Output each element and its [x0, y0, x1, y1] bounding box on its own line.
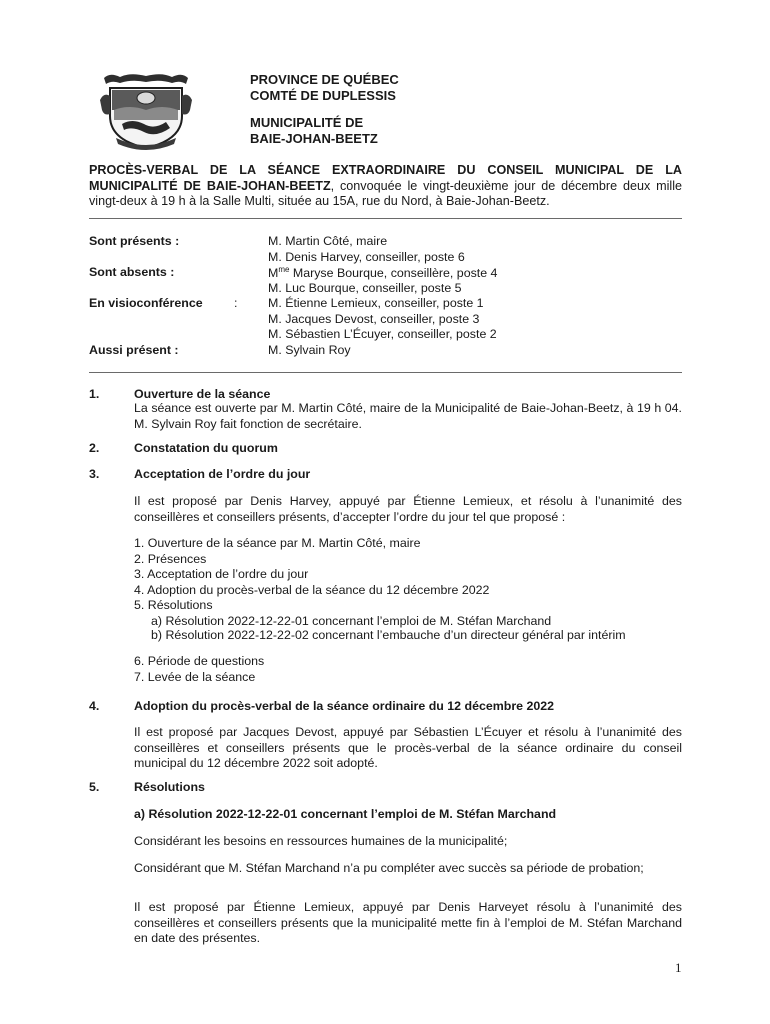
section-5a-paragraph: Considérant les besoins en ressources humaines de la municipalité;	[134, 834, 508, 848]
divider	[89, 372, 682, 373]
attendee-line: M. Jacques Devost, conseiller, poste 3	[268, 312, 480, 326]
section-1-text: La séance est ouverte par M. Martin Côté, maire de la Municipalité de Baie-Johan-Beetz, à 19 h 04. M. Sylvain Roy fait fonction de secrétaire.	[134, 401, 682, 431]
maryse-prefix: M	[268, 266, 279, 281]
attendee-line: M. Sébastien L’Écuyer, conseiller, poste 2	[268, 327, 497, 341]
agenda-item: 5. Résolutions	[134, 598, 213, 612]
agenda-item: 7. Levée de la séance	[134, 670, 256, 684]
visio-colon: :	[234, 296, 238, 310]
agenda-item: 6. Période de questions	[134, 654, 265, 668]
header-county: COMTÉ DE DUPLESSIS	[250, 88, 396, 103]
section-3-heading: Acceptation de l’ordre du jour	[134, 467, 311, 481]
agenda-item: 1. Ouverture de la séance par M. Martin Côté, maire	[134, 536, 421, 550]
visio-label: En visioconférence	[89, 296, 203, 310]
section-2-number: 2.	[89, 441, 100, 455]
minutes-title	[89, 163, 682, 210]
attendee-line: M. Denis Harvey, conseiller, poste 6	[268, 250, 465, 264]
agenda-subitem: a) Résolution 2022-12-22-01 concernant l’emploi de M. Stéfan Marchand	[151, 614, 552, 628]
section-5-number: 5.	[89, 780, 100, 794]
maryse-sup: me	[278, 265, 290, 274]
attendee-line: M. Luc Bourque, conseiller, poste 5	[268, 281, 462, 295]
attendee-line	[268, 265, 497, 280]
section-5-heading: Résolutions	[134, 780, 205, 794]
present-label: Sont présents :	[89, 234, 180, 248]
minutes-title-bold: PROCÈS-VERBAL DE LA SÉANCE EXTRAORDINAIRE DU CONSEIL MUNICIPAL DE LA MUNICIPALITÉ DE BAIE-JOHAN-BEETZ	[89, 163, 682, 193]
also-present-label: Aussi présent :	[89, 343, 179, 357]
section-2-heading: Constatation du quorum	[134, 441, 278, 455]
page-number: 1	[675, 960, 682, 975]
attendee-line: M. Étienne Lemieux, conseiller, poste 1	[268, 296, 484, 310]
agenda-subitem: b) Résolution 2022-12-22-02 concernant l’embauche d’un directeur général par intérim	[151, 628, 626, 642]
section-1-heading: Ouverture de la séance	[134, 387, 271, 401]
agenda-item: 4. Adoption du procès-verbal de la séance du 12 décembre 2022	[134, 583, 490, 597]
header-province: PROVINCE DE QUÉBEC	[250, 72, 399, 87]
section-3-text: Il est proposé par Denis Harvey, appuyé par Étienne Lemieux, et résolu à l’unanimité des conseillères et conseillers présents, d’accepter l’ordre du jour tel que proposé :	[134, 494, 682, 524]
maryse-rest: Maryse Bourque, conseillère, poste 4	[289, 266, 498, 281]
section-4-heading: Adoption du procès-verbal de la séance ordinaire du 12 décembre 2022	[134, 699, 555, 713]
section-3-number: 3.	[89, 467, 100, 481]
section-4-number: 4.	[89, 699, 100, 713]
agenda-item: 2. Présences	[134, 552, 207, 566]
section-1-number: 1.	[89, 387, 100, 401]
absent-label: Sont absents :	[89, 265, 175, 279]
attendee-line: M. Martin Côté, maire	[268, 234, 388, 248]
header-municipality-label: MUNICIPALITÉ DE	[250, 115, 364, 130]
minutes-title-rest: , convoquée le vingt-deuxième jour de décembre deux mille vingt-deux à 19 h à la Salle Multi, située au 15A, rue du Nord, à Baie-Johan-Beetz.	[89, 178, 682, 208]
attendee-line: M. Sylvain Roy	[268, 343, 351, 357]
section-5a-paragraph: Considérant que M. Stéfan Marchand n’a pu compléter avec succès sa période de probation;	[134, 861, 644, 875]
section-4-text: Il est proposé par Jacques Devost, appuyé par Sébastien L’Écuyer et résolu à l’unanimité des conseillères et conseillers présents que le procès-verbal de la séance ordinaire du conseil municipal du 12 décembre 2022 soit adopté.	[134, 725, 682, 770]
section-5a-paragraph: Il est proposé par Étienne Lemieux, appuyé par Denis Harveyet résolu à l’unanimité des conseillères et conseillers présents que la municipalité mette fin à l’emploi de M. Stéfan Marchand en date des présentes.	[134, 900, 682, 945]
agenda-item: 3. Acceptation de l’ordre du jour	[134, 567, 309, 581]
section-5a-heading: a) Résolution 2022-12-22-01 concernant l’emploi de M. Stéfan Marchand	[134, 807, 557, 821]
divider	[89, 218, 682, 219]
header-municipality-name: BAIE-JOHAN-BEETZ	[250, 131, 378, 146]
municipal-coat-of-arms-logo	[100, 70, 192, 150]
